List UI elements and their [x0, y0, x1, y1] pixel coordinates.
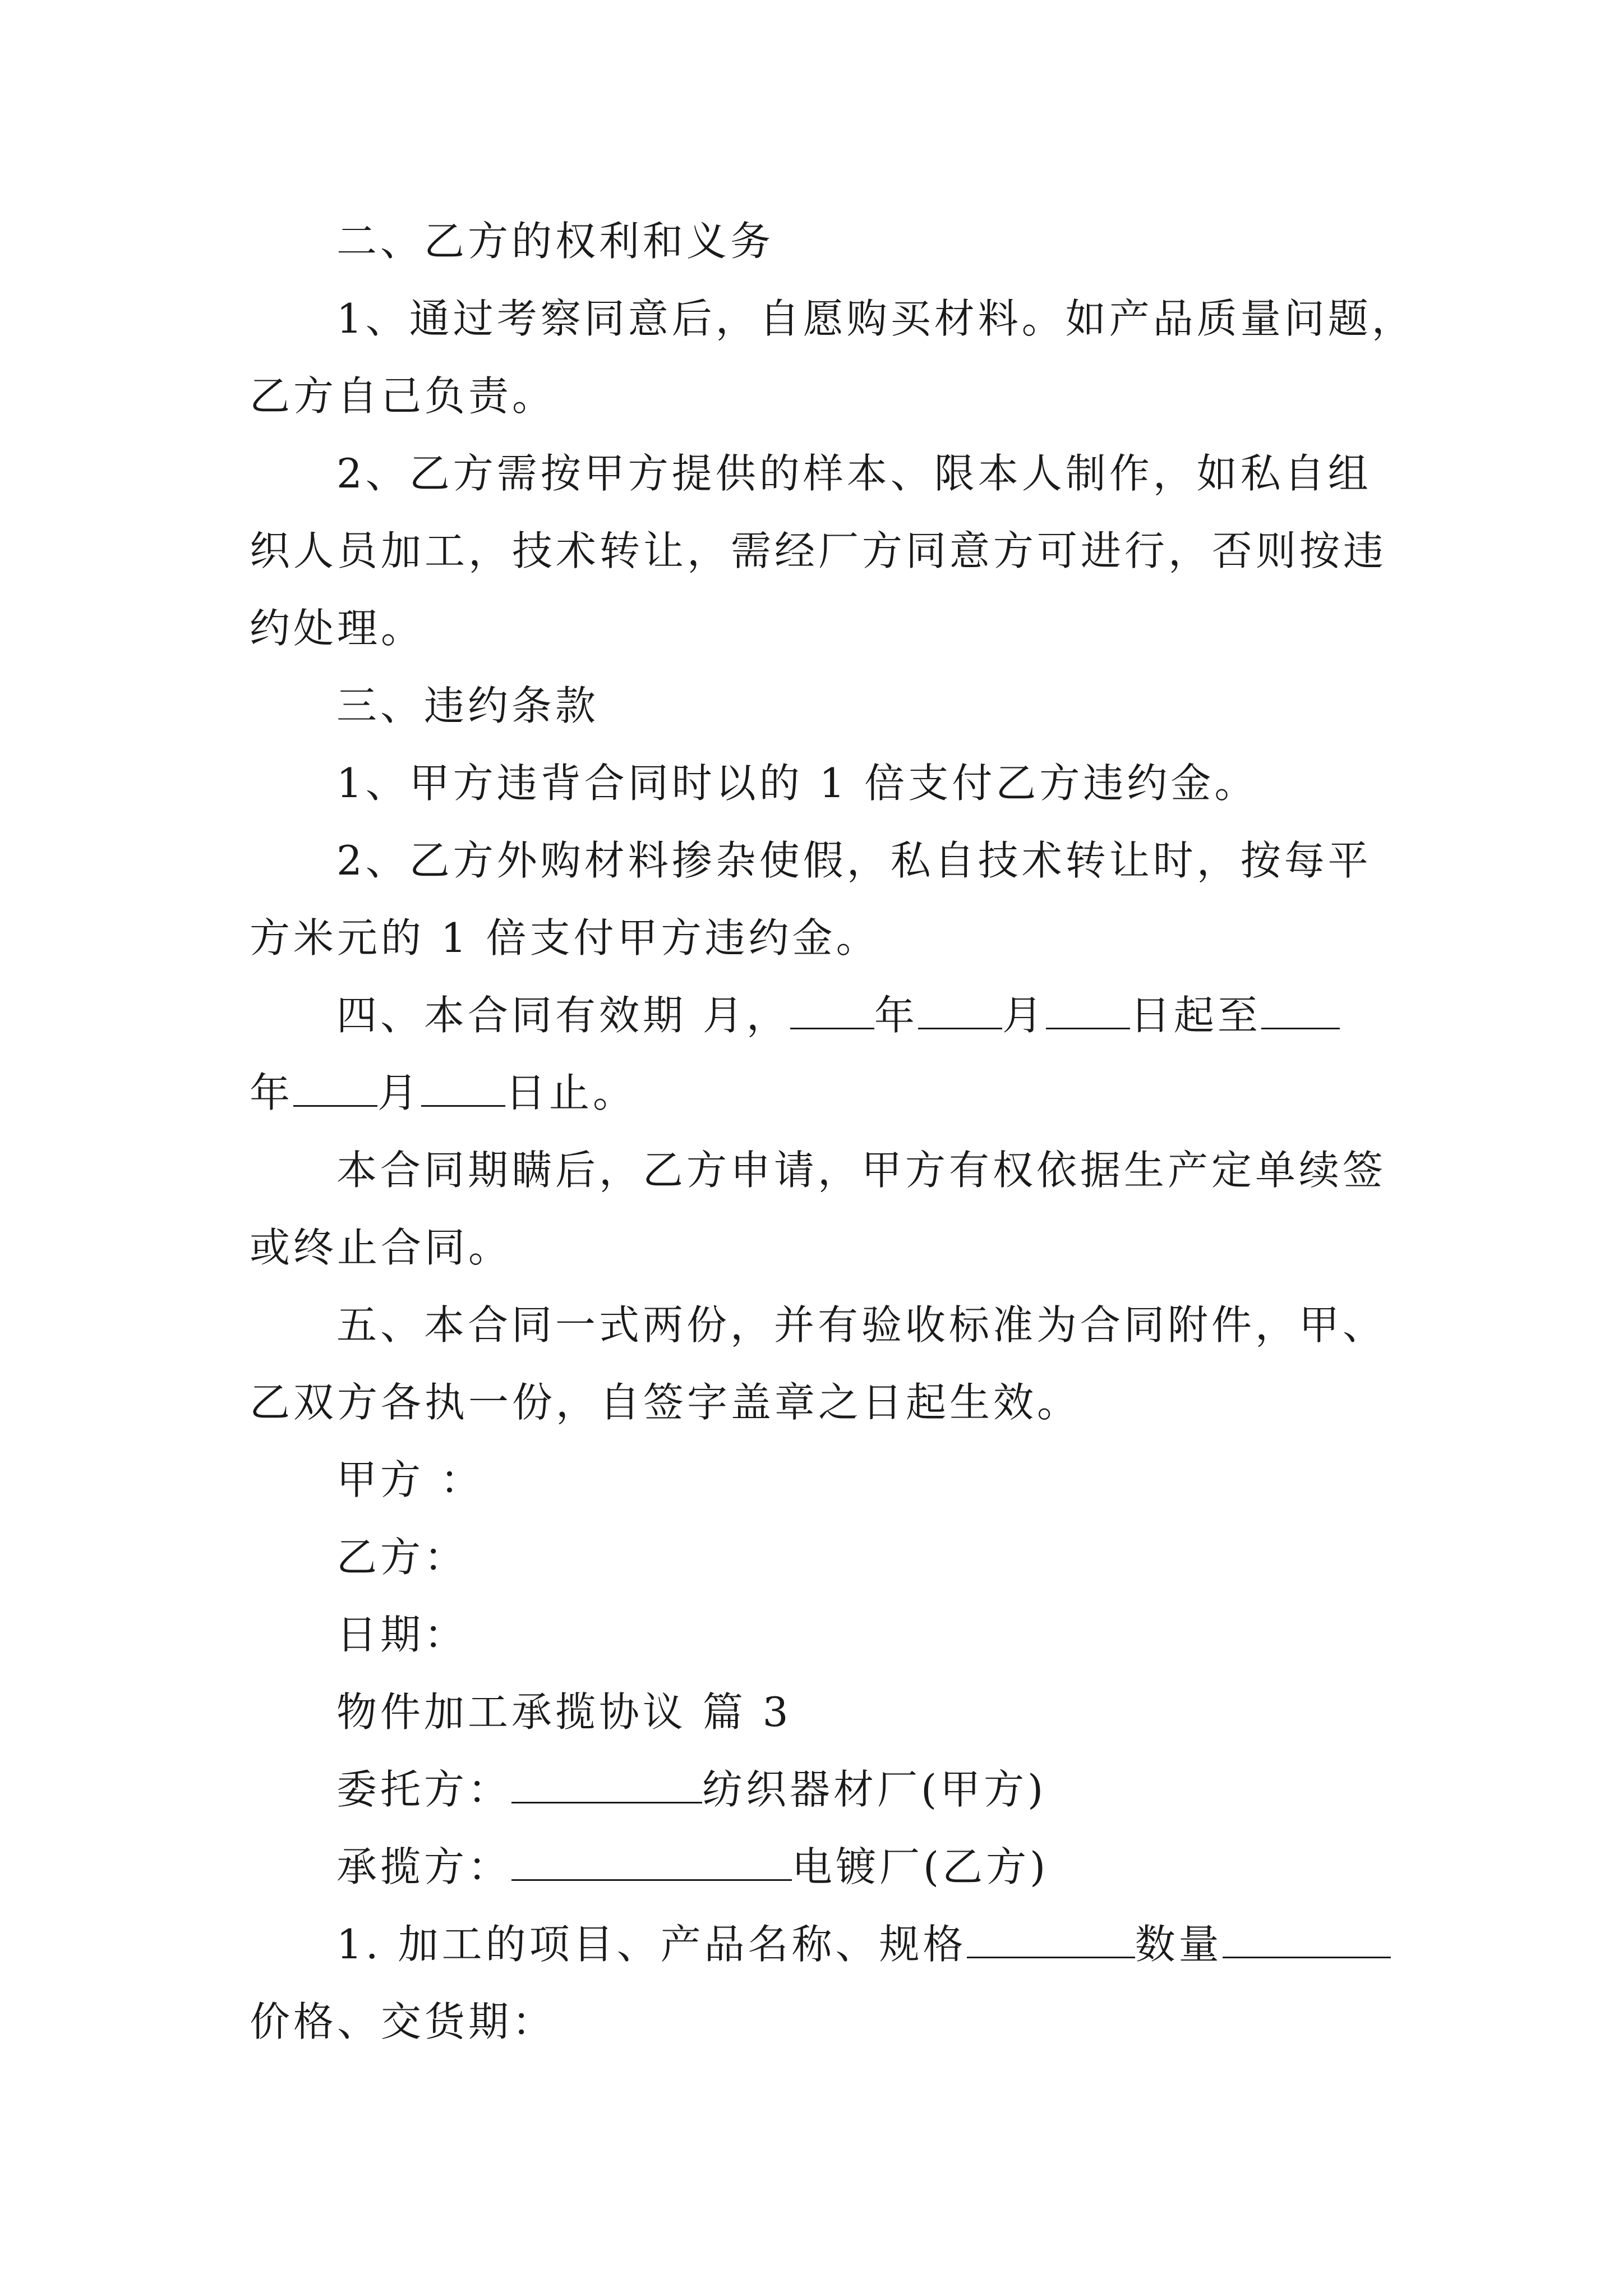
blank-month-to [293, 1066, 377, 1107]
s4-month1: 月 [1002, 992, 1046, 1039]
s2-item1-line1: 1、通过考察同意后，自愿购买材料。如产品质量问题， [336, 295, 1415, 342]
party-b-label: 乙方： [336, 1534, 468, 1581]
s2-item2-line2: 织人员加工，技术转让，需经厂方同意方可进行，否则按违 [250, 527, 1387, 574]
s4-prefix: 四、本合同有效期 月， [336, 992, 790, 1039]
blank-client-name [511, 1763, 702, 1803]
blank-year-from [790, 988, 874, 1029]
date-label: 日期： [336, 1611, 468, 1658]
client-label: 委托方： [336, 1766, 512, 1813]
blank-day-from [1046, 988, 1130, 1029]
renewal-line1: 本合同期瞒后，乙方申请，甲方有权依据生产定单续签 [336, 1147, 1387, 1194]
s4-month2: 月 [377, 1069, 422, 1116]
blank-day-to [421, 1066, 505, 1107]
s2-item2-line1: 2、乙方需按甲方提供的样本、限本人制作，如私自组 [336, 450, 1372, 497]
section-3-title: 三、违约条款 [336, 682, 600, 729]
contractor-line [336, 1839, 1049, 1895]
blank-contractor-name [511, 1840, 792, 1881]
item1-line1 [336, 1916, 1391, 1972]
blank-quantity [1223, 1917, 1391, 1958]
client-line [336, 1761, 1046, 1818]
s5-line2: 乙双方各执一份，自签字盖章之日起生效。 [250, 1379, 1081, 1426]
s4-term-line2 [250, 1065, 637, 1121]
agreement-title: 物件加工承揽协议 篇 3 [336, 1688, 792, 1736]
blank-month-from [918, 988, 1002, 1029]
item1-line2: 价格、交货期： [250, 1998, 556, 2045]
s4-year1: 年 [874, 992, 918, 1039]
renewal-line2: 或终止合同。 [250, 1224, 513, 1271]
s4-term-line1 [336, 987, 1340, 1043]
s2-item2-line3: 约处理。 [250, 605, 425, 652]
client-suffix: 纺织器材厂(甲方) [702, 1766, 1047, 1813]
contractor-suffix: 电镀厂(乙方) [792, 1843, 1049, 1890]
party-a-label: 甲方 ： [336, 1456, 484, 1503]
s2-item1-line2: 乙方自己负责。 [250, 372, 556, 420]
s3-item2-line1: 2、乙方外购材料掺杂使假，私自技术转让时，按每平 [336, 837, 1372, 884]
item1-prefix: 1. 加工的项目、产品名称、规格 [336, 1921, 967, 1968]
item1-qty: 数量 [1135, 1921, 1223, 1968]
s4-year2: 年 [250, 1069, 294, 1116]
contractor-label: 承揽方： [336, 1843, 512, 1890]
blank-spec [967, 1917, 1135, 1958]
s5-line1: 五、本合同一式两份，并有验收标准为合同附件，甲、 [336, 1301, 1387, 1349]
s3-item1: 1、甲方违背合同时以的 1 倍支付乙方违约金。 [336, 760, 1258, 807]
s4-day-to: 日止。 [505, 1069, 637, 1116]
s4-day-from: 日起至 [1129, 992, 1261, 1039]
section-2-title: 二、乙方的权利和义务 [336, 218, 774, 265]
s3-item2-line2: 方米元的 1 倍支付甲方违约金。 [250, 914, 880, 961]
blank-year-to [1261, 988, 1340, 1029]
